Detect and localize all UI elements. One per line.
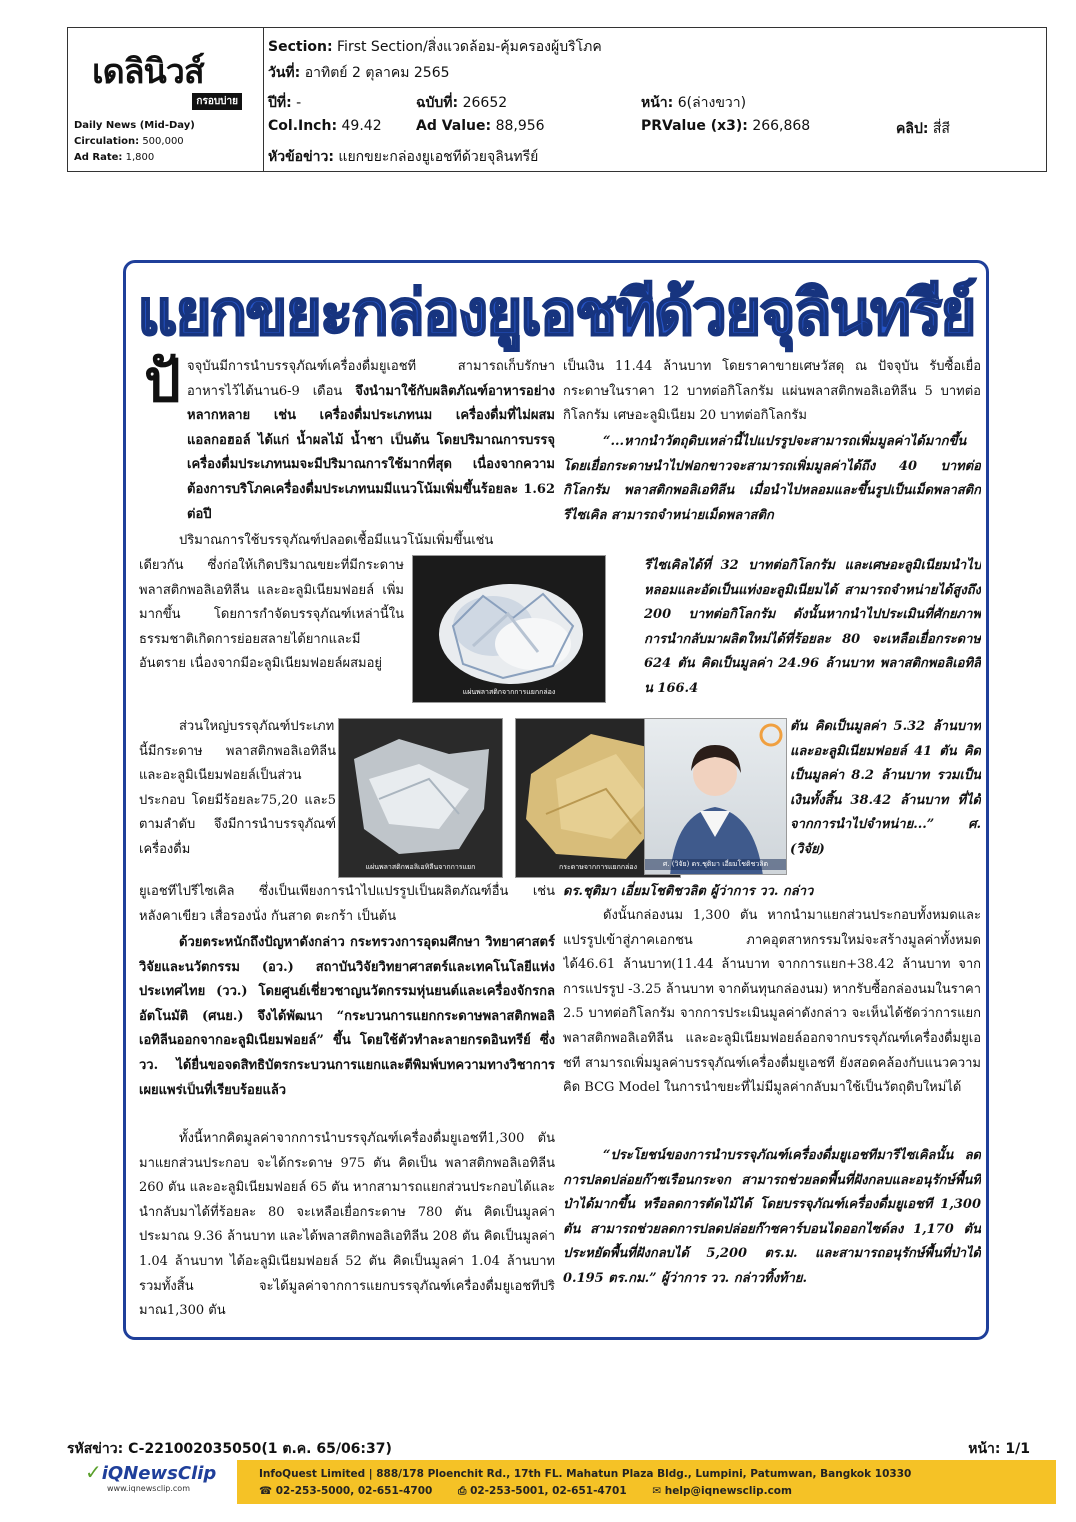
right-quote-full-text: “...หากนำวัตถุดิบเหล่านี้ไปแปรรูปจะสามารถเพิ่มมูลค่าได้มากขึ้น โดยเยื่อกระดาษนำไปฟอกขาวจะสามารถเพิ่มมูลค่าได้ถึง 40 บาทต่อกิโลกรัม พลาสติกพอลิเอทิลีน เมื่อนำไปหลอมและขึ้นรูปเป็นเม็ดพลาสติกรีไซเคิล สามารถจำหน่ายเม็ดพลาสติก: [563, 434, 981, 523]
right-quote-beside-photo: [790, 715, 981, 877]
page-count-label: หน้า:: [968, 1441, 1001, 1457]
drop-cap: ปั: [144, 347, 181, 415]
issue-value: 26652: [462, 95, 508, 111]
circulation-label: Circulation:: [74, 136, 140, 147]
intro-bold-text: จึงนำมาใช้กับผลิตภัณฑ์อาหารอย่างหลากหลาย เช่น เครื่องดื่มประเภทนม เครื่องดื่มที่ไม่ผสมแอลกอฮอล์ ได้แก่ น้ำผลไม้ น้ำชา เป็นต้น โดยปริมาณการบรรจุ เครื่องดื่มประเภทนมจะมีปริมาณการใช้มากที่สุด เนื่องจากความต้องการบริโภคเครื่องดื่มประเภทนมมีแนวโน้มเพิ่มขึ้นร้อยละ 1.62 ต่อปี: [187, 383, 555, 522]
colinch-label: Col.Inch:: [268, 118, 338, 134]
iqnewsclip-logo: [85, 1460, 235, 1504]
clip-value: สี่สี: [932, 121, 950, 137]
ad-rate-label: Ad Rate:: [74, 152, 123, 163]
logo-edition-tag: กรอบบ่าย: [192, 93, 242, 110]
right-paragraph-3: [563, 904, 981, 1134]
portrait-photo: [644, 718, 787, 875]
plastic-film-image: [339, 719, 503, 878]
prvalue-label: PRValue (x3):: [641, 118, 748, 134]
right-closing-quote-text: “ประโยชน์ของการนำบรรจุภัณฑ์เครื่องดื่มยูเอชทีมารีไซเคิลนั้น ลดการปลดปล่อยก๊าซเรือนกระจก สามารถช่วยลดพื้นที่ฝังกลบและอนุรักษ์พื้นที่ป่าได้มากขึ้น หรือลดการตัดไม้ได้ โดยบรรจุภัณฑ์เครื่องดื่มยูเอชที 1,300 ตัน สามารถช่วยลดการปลดปล่อยก๊าซคาร์บอนไดออกไซด์ลง 1,170 ตัน ประหยัดพื้นที่ฝังกลบได้ 5,200 ตร.ม. และสามารถอนุรักษ์พื้นที่ป่าได้ 0.195 ตร.กม.” ผู้ว่าการ วว. กล่าวทิ้งท้าย.: [563, 1148, 981, 1286]
section-label: Section:: [268, 39, 333, 55]
contact-bar: [237, 1460, 1056, 1504]
ad-rate-value: 1,800: [125, 152, 155, 163]
intro-text: จจุบันมีการนำบรรจุภัณฑ์เครื่องดื่มยูเอชที สามารถเก็บรักษาอาหารไว้ได้นาน6-9 เดือน: [187, 359, 555, 399]
issue-label: ฉบับที่:: [416, 95, 459, 111]
kraft-photo-caption: กระดาษจากการแยกกล่อง: [558, 863, 638, 871]
paragraph-5-text: ทั้งนี้หากคิดมูลค่าจากการนำบรรจุภัณฑ์เครื่องดื่มยูเอชที1,300 ตัน มาแยกส่วนประกอบ จะได้กระดาษ 975 ตัน คิดเป็น พลาสติกพอลิเอทิลีน 260 ตัน และอะลูมิเนียมฟอยล์ 65 ตัน หากสามารถแยกส่วนประกอบได้และนำกลับมาได้ที่ร้อยละ 80 จะเหลือเยื่อกระดาษ 780 ตัน คิดเป็นมูลค่าประมาณ 9.36 ล้านบาท และได้พลาสติกพอลิเอทิลีน 208 ตัน คิดเป็นมูลค่า 1.04 ล้านบาท ได้อะลูมิเนียมฟอยล์ 52 ตัน คิดเป็นมูลค่า 1.04 ล้านบาท รวมทั้งสิ้น จะได้มูลค่าจากการแยกบรรจุภัณฑ์เครื่องดื่มยูเอชทีปริมาณ1,300 ตัน: [139, 1131, 555, 1319]
clip-label: คลิป:: [896, 121, 929, 137]
paragraph-3-continued-text: ยูเอชทีไปรีไซเคิล ซึ่งเป็นเพียงการนำไปแปรรูปเป็นผลิตภัณฑ์อื่น เช่น หลังคาเขียว เสื่อรองนั่ง กันสาด ตะกร้า เป็นต้น: [139, 884, 555, 924]
plastic-film-photo: [338, 718, 503, 878]
paragraph-3-continued: [139, 880, 555, 932]
phone-number: 02-253-5000, 02-651-4700: [275, 1485, 433, 1497]
clip-header: [67, 27, 1047, 172]
date-value: อาทิตย์ 2 ตุลาคม 2565: [304, 65, 450, 81]
newspaper-logo: [92, 50, 242, 120]
paragraph-3-text: ส่วนใหญ่บรรจุภัณฑ์ประเภทนี้มีกระดาษ พลาสติกพอลิเอทิลีน และอะลูมิเนียมฟอยล์เป็นส่วนประกอบ โดยมีร้อยละ75,20 และ5 ตามลำดับ จึงมีการนำบรรจุภัณฑ์เครื่องดื่ม: [139, 719, 336, 857]
news-code-row: [67, 1438, 1030, 1460]
fax-number: 02-253-5001, 02-651-4701: [470, 1485, 627, 1497]
year-value: -: [296, 95, 302, 111]
paragraph-3-narrow: [139, 715, 336, 875]
paper-name: Daily News (Mid-Day): [74, 120, 195, 131]
brand-url: www.iqnewsclip.com: [107, 1484, 190, 1493]
right-paragraph-1: [563, 355, 981, 431]
year-label: ปีที่:: [268, 95, 292, 111]
right-paragraph-1-text: เป็นเงิน 11.44 ล้านบาท โดยราคาขายเศษวัสดุ ณ ปัจจุบัน รับซื้อเยื่อกระดาษในราคา 12 บาทต่อกิโลกรัม แผ่นพลาสติกพอลิเอทิลีน 5 บาทต่อกิโลกรัม เศษอะลูมิเนียม 20 บาทต่อกิโลกรัม: [563, 359, 981, 424]
phone-icon: ☎: [259, 1485, 273, 1497]
portrait-image: [645, 719, 787, 875]
clip-metadata: [268, 34, 1038, 169]
email-address[interactable]: help@iqnewsclip.com: [664, 1485, 792, 1497]
paragraph-2-narrow: [139, 554, 404, 714]
section-value: First Section/สิ่งแวดล้อม-คุ้มครองผู้บริโภค: [337, 39, 602, 55]
page-value: 6(ล่างขวา): [677, 95, 747, 111]
prvalue-value: 266,868: [752, 118, 811, 134]
page-label: หน้า:: [641, 95, 674, 111]
news-code-value: C-221002035050(1 ต.ค. 65/06:37): [128, 1441, 392, 1457]
logo-cell: [68, 28, 264, 171]
paragraph-4-text: ด้วยตระหนักถึงปัญหาดังกล่าว กระทรวงการอุดมศึกษา วิทยาศาสตร์ วิจัยและนวัตกรรม (อว.) สถาบันวิจัยวิทยาศาสตร์และเทคโนโลยีแห่งประเทศไทย (วว.) โดยศูนย์เชี่ยวชาญนวัตกรรมหุ่นยนต์และเครื่องจักรกลอัตโนมัติ (ศนย.) จึงได้พัฒนา “กระบวนการแยกกระดาษพลาสติกพอลิเอทิลีนออกจากอะลูมิเนียมฟอยล์” ขึ้น โดยใช้ตัวทำละลายกรดอินทรีย์ ซึ่ง วว. ได้ยื่นขอจดสิทธิบัตรกระบวนการแยกและตีพิมพ์บทความทางวิชาการเผยแพร่เป็นที่เรียบร้อยแล้ว: [139, 935, 555, 1098]
paragraph-5: [139, 1127, 555, 1337]
circulation-value: 500,000: [142, 136, 184, 147]
right-signature: [563, 880, 981, 906]
shredded-paper-photo: [412, 555, 606, 703]
company-address: InfoQuest Limited | 888/178 Ploenchit Rd., 17th FL. Mahatun Plaza Bldg., Lumpini, Patumwan, Bangkok 10330: [259, 1468, 912, 1480]
paragraph-4: [139, 931, 555, 1131]
right-paragraph-3-text: ดังนั้นกล่องนม 1,300 ตัน หากนำมาแยกส่วนประกอบทั้งหมดและแปรรูปเข้าสู่ภาคเอกชน ภาคอุตสาหกรรมใหม่จะสร้างมูลค่าทั้งหมดได้46.61 ล้านบาท(11.44 ล้านบาท จากการแยก+38.42 ล้านบาท จากการแปรรูป -3.25 ล้านบาท จากต้นทุนกล่องนม) หากรับซื้อกล่องนมในราคา 2.5 บาทต่อกิโลกรัม จากการประเมินมูลค่าดังกล่าว จะเห็นได้ชัดว่าการแยกพลาสติกพอลิเอทิลีน และอะลูมิเนียมฟอยล์ออกจากบรรจุภัณฑ์เครื่องดื่มยูเอชที สามารถเพิ่มมูลค่าบรรจุภัณฑ์เครื่องดื่มยูเอชที ยังสอดคล้องกับแนวความคิด BCG Model ในการนำขยะที่ไม่มีมูลค่ากลับมาใช้เป็นวัตถุดิบใหม่ได้: [563, 908, 981, 1096]
logo-text: เดลินิวส์: [92, 52, 204, 92]
paragraph-2-lead: [139, 529, 555, 555]
fax-icon: ⎙: [458, 1485, 467, 1497]
right-closing-quote: [563, 1144, 981, 1334]
right-quote-full: [563, 430, 981, 556]
advalue-label: Ad Value:: [416, 118, 492, 134]
headline-value: แยกขยะกล่องยูเอชทีด้วยจุลินทรีย์: [338, 149, 539, 165]
article-headline: แยกขยะกล่องยูเอชทีด้วยจุลินทรีย์: [137, 276, 975, 349]
article-frame: [123, 260, 989, 1340]
colinch-value: 49.42: [341, 118, 382, 134]
right-quote-beside-photo-text: ตัน คิดเป็นมูลค่า 5.32 ล้านบาท และอะลูมิเนียมฟอยล์ 41 ตัน คิดเป็นมูลค่า 8.2 ล้านบาท รวมเป็นเงินทั้งสิ้น 38.42 ล้านบาท ที่ได้จากการนำไปจำหน่าย...” ศ. (วิจัย): [790, 719, 981, 857]
headline-label: หัวข้อข่าว:: [268, 149, 334, 165]
right-quote-narrow-text: รีไซเคิลได้ที่ 32 บาทต่อกิโลกรัม และเศษอะลูมิเนียมนำไปหลอมและอัดเป็นแท่งอะลูมิเนียมได้ สามารถจำหน่ายได้สูงถึง 200 บาทต่อกิโลกรัม ดังนั้นหากนำไปประเมินที่ศักยภาพการนำกลับมาผลิตใหม่ได้ที่ร้อยละ 80 จะเหลือเยื่อกระดาษ 624 ตัน คิดเป็นมูลค่า 24.96 ล้านบาท พลาสติกพอลิเอทิลีน 166.4: [644, 558, 981, 696]
checkmark-icon: ✓: [85, 1460, 102, 1484]
right-quote-narrow: [644, 554, 981, 714]
advalue-value: 88,956: [495, 118, 545, 134]
date-label: วันที่:: [268, 65, 301, 81]
news-code-label: รหัสข่าว:: [67, 1441, 124, 1457]
paper-photo-caption: แผ่นพลาสติกจากการแยกกล่อง: [462, 688, 556, 696]
plastic-photo-caption: แผ่นพลาสติกพอลิเอทิลีนจากการแยก: [365, 863, 476, 871]
page-count-value: 1/1: [1005, 1441, 1030, 1457]
portrait-caption: ศ. (วิจัย) ดร.ชุติมา เอี่ยมโชติชวลิต: [645, 859, 786, 870]
email-icon: ✉: [652, 1485, 662, 1497]
left-column-intro: [139, 355, 555, 522]
brand-name: iQNewsClip: [101, 1463, 217, 1484]
shredded-paper-image: [413, 556, 606, 703]
right-signature-text: ดร.ชุติมา เอี่ยมโชติชวลิต ผู้ว่าการ วว. กล่าว: [563, 884, 814, 899]
paper-info: [74, 118, 195, 166]
paragraph-2-text: เดียวกัน ซึ่งก่อให้เกิดปริมาณขยะที่มีกระดาษ พลาสติกพอลิเอทิลีน และอะลูมิเนียมฟอยล์ เพิ่มมากขึ้น โดยการกำจัดบรรจุภัณฑ์เหล่านี้ในธรรมชาติเกิดการย่อยสลายได้ยากและมีอันตราย เนื่องจากมีอะลูมิเนียมฟอยล์ผสมอยู่: [139, 558, 404, 672]
paragraph-2-first-line: ปริมาณการใช้บรรจุภัณฑ์ปลอดเชื้อมีแนวโน้มเพิ่มขึ้นเช่น: [179, 533, 494, 548]
page-count: [968, 1438, 1030, 1460]
